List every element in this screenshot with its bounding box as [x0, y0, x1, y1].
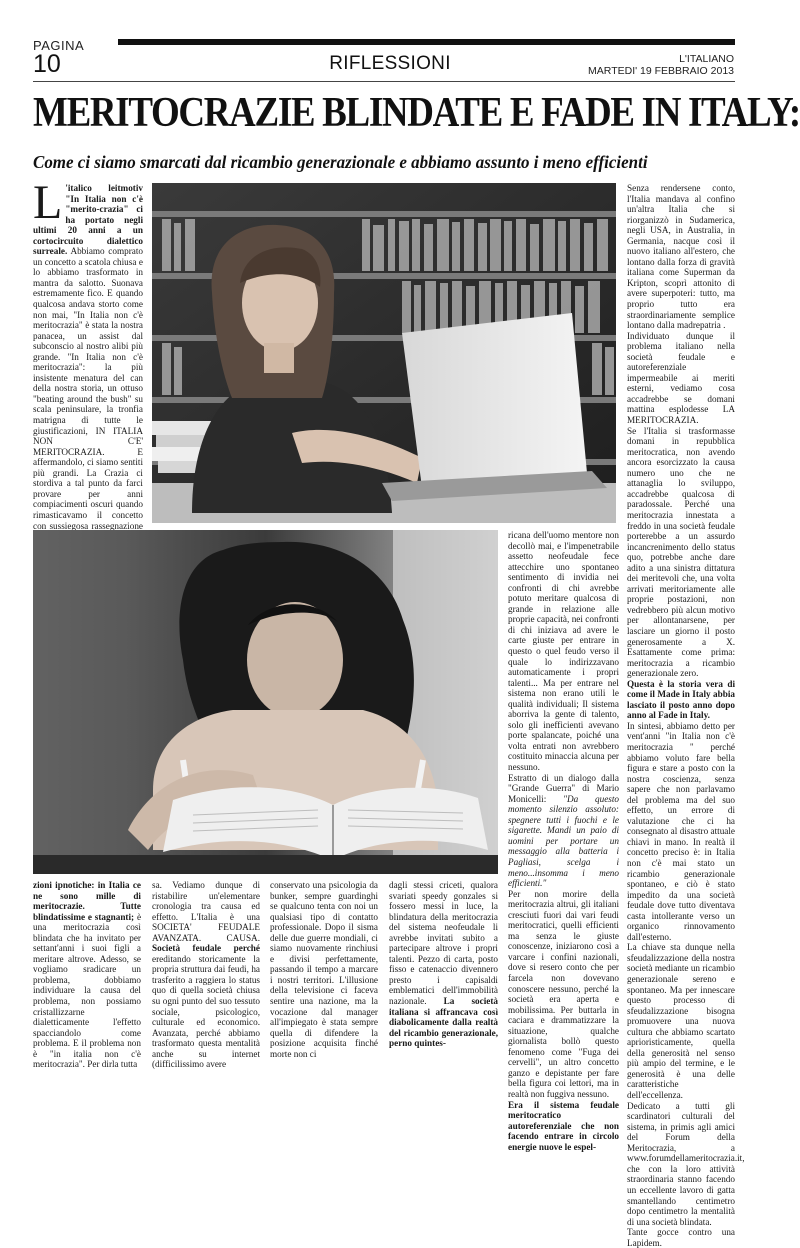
bottom-2-bold: Società feudale perché [152, 943, 260, 954]
article-column-middle [508, 530, 620, 1152]
section-title: RIFLESSIONI [329, 53, 451, 74]
right-paragraph-2: Individuato dunque il problema italiano nella società feudale e autoreferenziale impermeabile ai meriti esterni, vediamo cosa accadrebbe se domani mattina esplodesse LA MERITOCRAZIA. [627, 330, 735, 426]
library-photo-illustration [152, 183, 616, 523]
issue-date: MARTEDI' 19 FEBBRAIO 2013 [588, 65, 734, 77]
drop-cap: L [33, 176, 63, 229]
subheadline: Come ci siamo smarcati dal ricambio generazionale e abbiamo assunto i meno efficienti [33, 152, 648, 172]
right-paragraph-8: Tante gocce contro una Lapidem. [627, 1227, 735, 1248]
bottom-column-2 [152, 880, 260, 1070]
film-quote: "Da questo momento silenzio assoluto: spegnere tutti i fuochi e le sigarette. Mandi un paio di uomini per portare un messaggio alla batteria i Pagliasi, scelga i meno...insomma i meno efficienti." [508, 793, 620, 889]
page-label: PAGINA [33, 38, 85, 53]
bottom-column-4 [389, 880, 498, 1049]
right-paragraph-5: In sintesi, abbiamo detto per vent'anni "in Italia non c'è meritocrazia " perché abbiamo voluto fare bella figura e stare a posto con la nostra coscienza, senza sapere che non parlavamo del problema ma del suo effetto, un errore di valutazione che ci ha consegnato al disastro attuale chiavi in mano. In realtà il concetto preciso è: in Italia non c'è mai stato un ricambio generazionale spontaneo, e ciò è stato impedito da una società feudale dove tutto diventava casta intollerante verso un organico rinnovamento dall'esterno. [627, 720, 735, 942]
bottom-2-text-2: ereditando storicamente la propria struttura dai feudi, ha trasferito a raggiera lo status quo di quella società chiusa su ogni punto del suo tessuto sociale, psicologico, culturale ed economico. Avanzata, perché abbiamo trasformato questa mentalità anche su internet (difficilissimo avere [152, 953, 260, 1070]
middle-paragraph-bold: Era il sistema feudale meritocratico autoreferenziale che non facendo entrare in circolo energie nuove le espel- [508, 1099, 619, 1152]
middle-paragraph-3: Per non morire della meritocrazia altrui, gli italiani cresciuti fuori dai vari feudi meritocratici, quelli efficienti ma senza le giuste conoscenze, iniziarono così a varcare i confini nazionali, dove si resero conto che per farcela non dovevano conoscere nessuno, perché la società era aperta e mobilissima. Per buttarla in caciara e drammatizzare la situazione, qualche giornalista bollò questo fenomeno come "Fuga dei cervelli", un altro concetto ganzo e depistante per fare bella figura coi lettori, ma in realtà non fuggiva nessuno. [508, 888, 619, 1099]
right-paragraph-bold: Questa è la storia vera di come il Made in Italy abbia lasciato il posto anno dopo anno al Fade in Italy. [627, 678, 735, 721]
bottom-1-text: è una meritocrazia così blindata che ha invitato per settant'anni i suoi figli a meritare altrove. Adesso, se vogliamo sradicare un problema, dobbiamo individuare la causa del problema, non possiamo cristallizzarne dialetticamente l'effetto spacciandolo come problema. E il problema non è "in italia non c'è meritocrazia". Per dirla tutta [33, 911, 142, 1070]
reading-photo-illustration [33, 530, 498, 874]
bottom-1-bold: zioni ipnotiche: in Italia ce ne sono mille di meritocrazie. Tutte blindatissime e stagnanti; [33, 880, 141, 922]
header-thin-rule [33, 81, 735, 82]
middle-paragraph-1: ricana dell'uomo mentore non decollò mai, e l'impenetrabile assetto neofeudale fece attecchire uno spontaneo sentimento di invidia nei confronti di chi avrebbe potuto meritare qualcosa di grande in relazione alle proprie capacità, nei confronti di chi iniziava ad avere le carte giuste per entrare in questo o quel feudo verso il quale lo indirizzavano automaticamente i propri talenti... Ma per entrare nel sistema non erano utili le qualità individuali; Il sistema aborriva la gente di talento, solo gli inefficienti avevano porte spalancate, poiché una volta entrati non avrebbero costituito minaccia alcuna per nessuno. [508, 530, 619, 773]
bottom-4-bold: La società italiana si affrancava così diabolicamente dalla realtà del ricambio generazionale, perno quintes- [389, 996, 498, 1049]
right-paragraph-1: Senza rendersene conto, l'Italia mandava al confino un'altra Italia che si riorganizzò in Sudamerica, negli USA, in Australia, in Germania, nacque così il nuovo italiano all'estero, che lontano dalla forza di gravità italiana come Superman da Kripton, scoprì attonito di avere superpoteri: tutto, ma proprio tutto era straordinariamente semplice lontano dalla madrepatria . [627, 183, 735, 331]
headline: MERITOCRAZIE BLINDATE E FADE IN ITALY: [33, 90, 800, 136]
photo-student-reading [33, 530, 498, 874]
right-paragraph-3: Se l'Italia si trasformasse domani in repubblica meritocratica, non avendo ancora esorcizzato la causa numero uno che ne attanaglia lo sviluppo, accadrebbe qualcosa di paradossale. Perché una meritocrazia innestata a freddo in una società feudale porterebbe a un assurdo incancrenimento dello status quo, potrebbe anche dare adito a una sinistra dittatura dei meritevoli che, una volta arrivati meritoriamente alle proprie postazioni, non vedrebbero più alcun motivo per allontanarsene, per lasciare un giorno il posto generosamente a X. Esattamente come prima: meritocrazia a ricambio generazionale zero. [627, 425, 735, 679]
page-number: 10 [33, 50, 61, 78]
film-quote-intro: Estratto di un dialogo dalla "Grande Guerra" di Mario Monicelli: [508, 772, 619, 804]
bottom-column-3 [270, 880, 378, 1059]
bottom-3-text: conservato una psicologia da bunker, sempre guardinghi se qualcuno tenta con noi un qualsiasi tipo di contatto professionale. Dopo il sisma delle due guerre mondiali, ci siamo nuovamente rinchiusi e divisi perfettamente, passando il tempo a marcare i nostri territori. L'illusione della televisione ci faceva sentire una nazione, ma la vocazione dal manager all'impiegato è stata sempre quella di difendere la posizione acquisita finché morte non ci [270, 880, 378, 1059]
publication-name: L'ITALIANO [679, 53, 734, 65]
bottom-2-text: sa. Vediamo dunque di ristabilire un'elementare cronologia tra causa ed effetto. L'Italia è una SOCIETA' FEUDALE AVANZATA. CAUSA. [152, 880, 260, 943]
photo-library-laptop [152, 183, 616, 523]
article-column-right [627, 183, 745, 1248]
lead-paragraph: 'italico leitmotiv "In Italia non c'è "merito-crazia" ci ha portato negli ultimi 20 anni a un cortocircuito dialettico surreale. [33, 183, 143, 257]
bottom-column-1 [33, 880, 142, 1070]
article-column-lead [33, 176, 144, 531]
bottom-4-text: dagli stessi criceti, qualora svariati speedy gonzales si fossero messi in luce, la blindatura della meritocrazia del sistema neofeudale li avrebbe invitati subito a partecipare altrove i propri talenti. Pezzo di carta, posto fisso e catenaccio divennero presto i capisaldi emblematici dell'immobilità nazionale. [389, 880, 498, 1007]
right-paragraph-7: Dedicato a tutti gli scardinatori culturali del sistema, in primis agli amici del Forum della Meritocrazia, a www.forumdellameritocrazia.it, che con la loro attività straordinaria stanno facendo un eccellente lavoro di gatta smantellando centimetro dopo centimetro la mentalità di una società blindata. [627, 1100, 745, 1227]
lead-body: Abbiamo comprato un concetto a scatola chiusa e lo abbiamo trasformato in mantra da salotto. Suonava estremamente fico. E quando qualcosa andava storto come non mai, "In Italia non c'è meritocrazia" è stata la nostra panacea, un assist dal subconscio al nostro alibi più grande. "In Italia non c'è meritocrazia": la più insistente menatura del can della nostra storia, un ottuso "beating around the bush" su scala peninsulare, la tronfia matrigna di tutte le giustificazioni, IN ITALIA NON C'E' MERITOCRAZIA. E affermandolo, ci siamo sentiti più grandi. La Crazia ci stordiva a tal punto da farci provare per anni compiacimenti oscuri quando rimasticavamo il concetto con sussiegosa rassegnazione [33, 246, 144, 531]
header-rule [118, 39, 735, 45]
right-paragraph-6: La chiave sta dunque nella sfeudalizzazione della nostra società mediante un ricambio generazionale sereno e spontaneo. Ma per innescare questo processo di sfeudalizzazione bisogna promuovere una nuova cultura che abbiamo scartato aprioristicamente, quella della generosità nel senso più ampio del termine, e le generosità è una delle caratteristiche dell'eccellenza. [627, 942, 735, 1101]
